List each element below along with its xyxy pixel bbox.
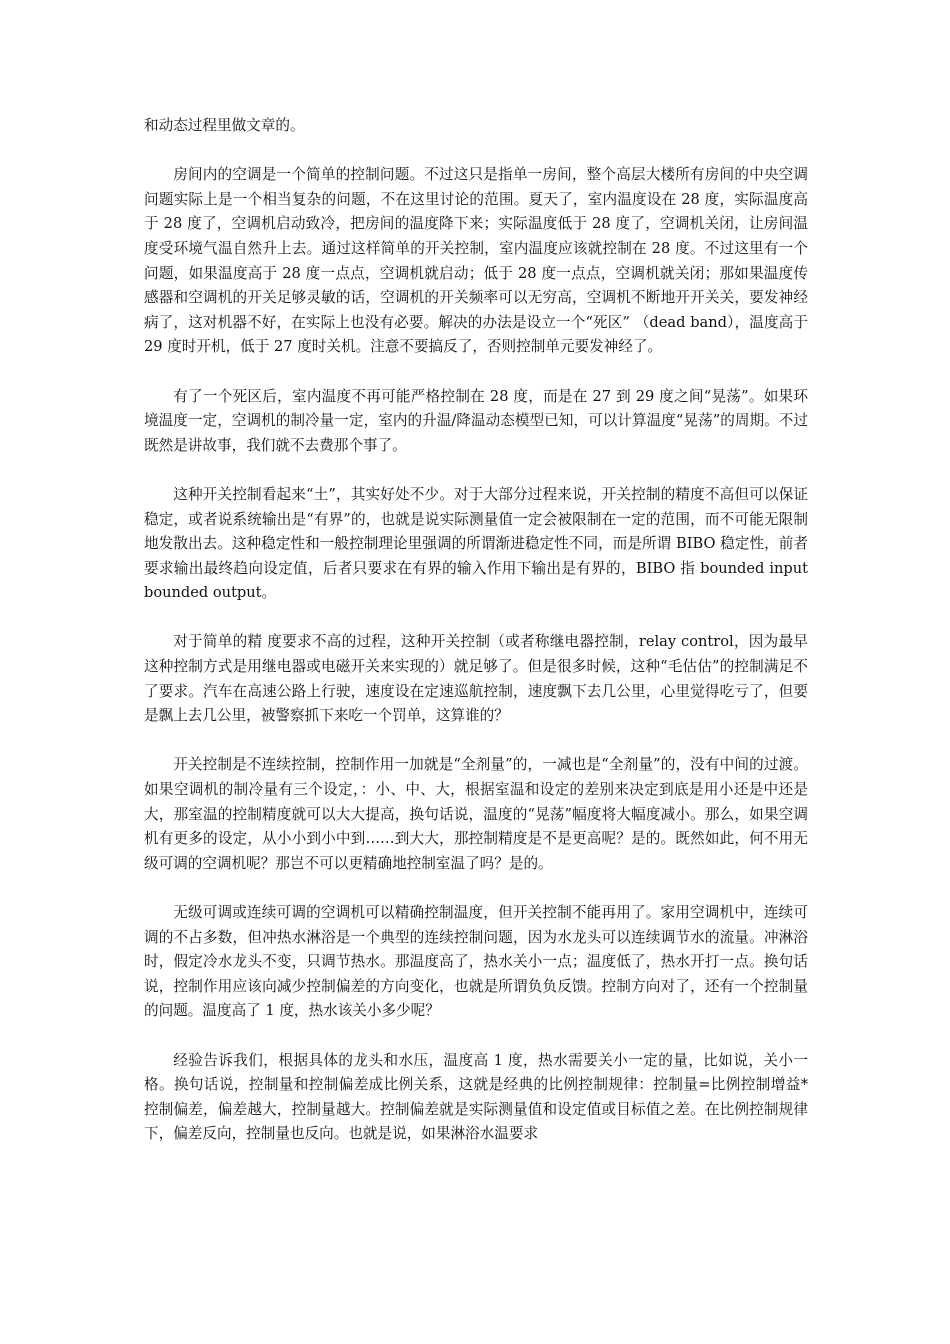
paragraph-proportional-control: 经验告诉我们，根据具体的龙头和水压，温度高 1 度，热水需要关小一定的量，比如说，关小一格。换句话说，控制量和控制偏差成比例关系，这就是经典的比例控制规律：控制量=比例控制增益* 控制偏差，偏差越大，控制量越大。控制偏差就是实际测量值和设定值或目标值之差。在比例控制规律下，偏差反向，控制量也反向。也就是说，如果淋浴水温要求 [144,1051,808,1143]
paragraph-dead-band-oscillation: 有了一个死区后，室内温度不再可能严格控制在 28 度，而是在 27 到 29 度之间“晃荡”。如果环境温度一定，空调机的制冷量一定，室内的升温/降温动态模型已知，可以计算温度“晃荡”的周期。不过既然是讲故事，我们就不去费那个事了。 [144,387,808,454]
paragraph-relay-control: 对于简单的精 度要求不高的过程，这种开关控制（或者称继电器控制，relay control，因为最早这种控制方式是用继电器或电磁开关来实现的）就足够了。但是很多时候，这种“毛估估”的控制满足不了要求。汽车在高速公路上行驶，速度设在定速巡航控制，速度飘下去几公里，心里觉得吃亏了，但要是飘上去几公里，被警察抓下来吃一个罚单，这算谁的？ [144,633,808,725]
paragraph-continuation: 和动态过程里做文章的。 [144,117,305,134]
document-body [144,114,808,1172]
paragraph-continuous-control: 无级可调或连续可调的空调机可以精确控制温度，但开关控制不能再用了。家用空调机中，连续可调的不占多数，但冲热水淋浴是一个典型的连续控制问题，因为水龙头可以连续调节水的流量。冲淋浴时，假定冷水龙头不变，只调节热水。那温度高了，热水关小一点；温度低了，热水开打一点。换句话说，控制作用应该向减少控制偏差的方向变化，也就是所谓负负反馈。控制方向对了，还有一个控制量的问题。温度高了 1 度，热水该关小多少呢？ [144,904,808,1020]
paragraph-discontinuous-control: 开关控制是不连续控制，控制作用一加就是“全剂量”的，一减也是“全剂量”的，没有中间的过渡。如果空调机的制冷量有三个设定，：小、中、大，根据室温和设定的差别来决定到底是用小还是中还是大，那室温的控制精度就可以大大提高，换句话说，温度的“晃荡”幅度将大幅度减小。那么，如果空调机有更多的设定，从小小到小中到……到大大，那控制精度是不是更高呢？是的。既然如此，何不用无级可调的空调机呢？那岂不可以更精确地控制室温了吗？是的。 [144,756,808,872]
paragraph-room-air-conditioning: 房间内的空调是一个简单的控制问题。不过这只是指单一房间，整个高层大楼所有房间的中央空调问题实际上是一个相当复杂的问题，不在这里讨论的范围。夏天了，室内温度设在 28 度，实际温度高于 28 度了，空调机启动致冷，把房间的温度降下来；实际温度低于 28 度了，空调机关闭，让房间温度受环境气温自然升上去。通过这样简单的开关控制，室内温度应该就控制在 28 度。不过这里有一个问题，如果温度高于 28 度一点点，空调机就启动；低于 28 度一点点，空调机就关闭；那如果温度传感器和空调机的开关足够灵敏的话，空调机的开关频率可以无穷高，空调机不断地开开关关，要发神经病了，这对机器不好，在实际上也没有必要。解决的办法是设立一个“死区” （dead band），温度高于 29 度时开机，低于 27 度时关机。注意不要搞反了，否则控制单元要发神经了。 [144,166,808,356]
paragraph-bibo-stability: 这种开关控制看起来“土”，其实好处不少。对于大部分过程来说，开关控制的精度不高但可以保证稳定，或者说系统输出是“有界”的，也就是说实际测量值一定会被限制在一定的范围，而不可能无限制地发散出去。这种稳定性和一般控制理论里强调的所谓渐进稳定性不同，而是所谓 BIBO 稳定性，前者要求输出最终趋向设定值，后者只要求在有界的输入作用下输出是有界的，BIBO 指 bounded input bounded output。 [144,485,808,602]
